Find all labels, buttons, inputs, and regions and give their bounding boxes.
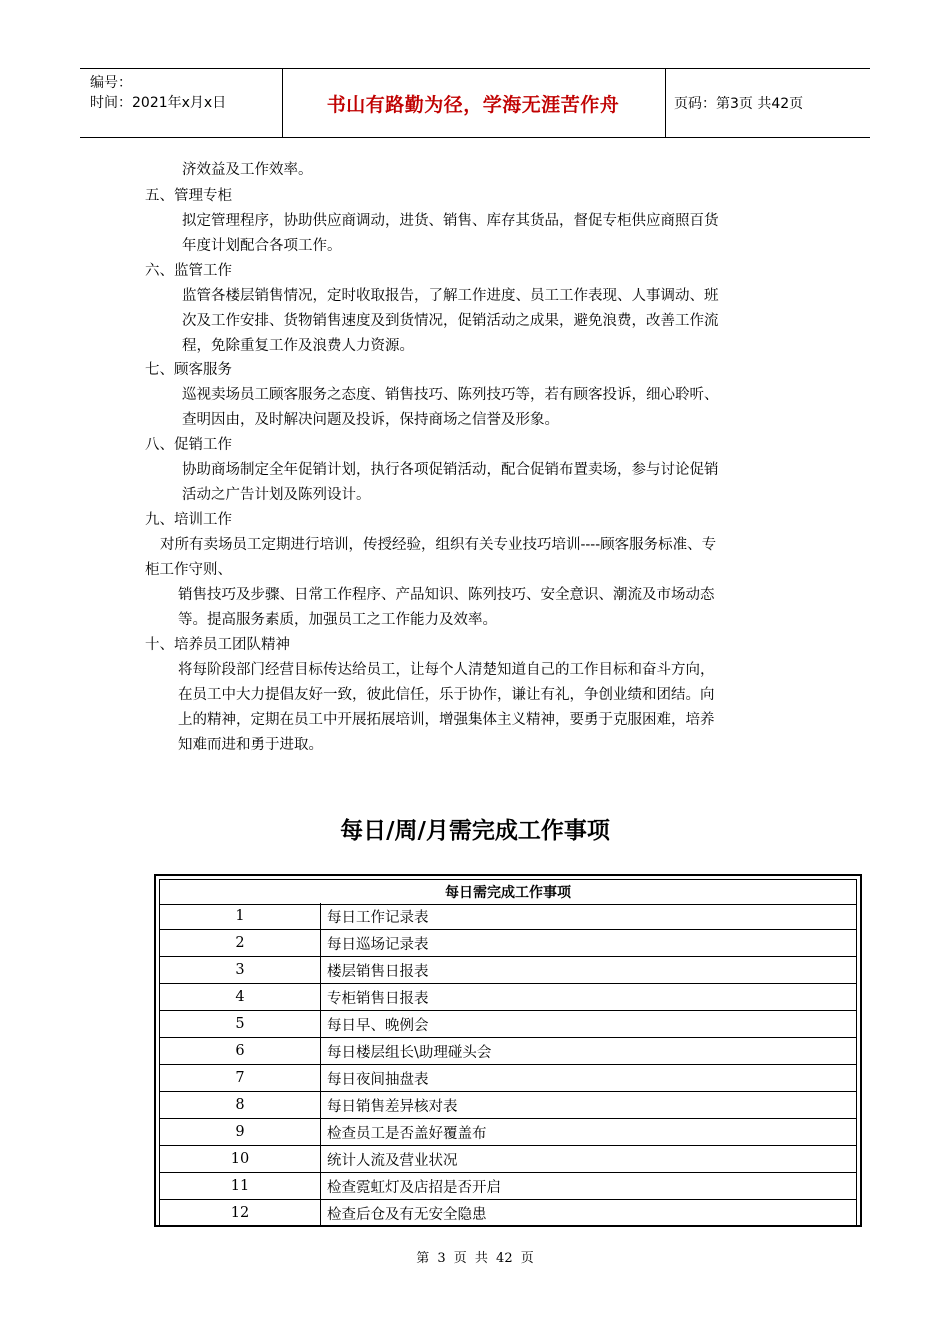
header-page-number: 页码：第3页 共42页: [674, 96, 804, 112]
body-line: 协助商场制定全年促销计划，执行各项促销活动，配合促销布置卖场，参与讨论促销: [182, 462, 719, 478]
table-row: [159, 1092, 857, 1119]
row-item: 专柜销售日报表: [327, 990, 429, 1007]
table-row: [159, 1011, 857, 1038]
section-heading: 八、促销工作: [145, 437, 232, 453]
row-item: 每日早、晚例会: [327, 1017, 429, 1034]
body-line: 在员工中大力提倡友好一致，彼此信任，乐于协作，谦让有礼，争创业绩和团结。向: [178, 687, 715, 703]
row-item: 检查后仓及有无安全隐患: [327, 1206, 487, 1223]
header-motto: 书山有路勤为径，学海无涯苦作舟: [326, 93, 620, 116]
page-footer: 第 3 页 共 42 页: [416, 1251, 534, 1266]
header-meta: [90, 73, 226, 113]
section-heading: 七、顾客服务: [145, 362, 232, 378]
body-line: 柜工作守则、: [145, 562, 232, 578]
row-number: 6: [160, 1038, 321, 1064]
table-row: [159, 1173, 857, 1200]
row-number: 4: [160, 984, 321, 1010]
table-row: [159, 1038, 857, 1065]
section-title: 每日/周/月需完成工作事项: [340, 818, 610, 844]
row-item: 每日巡场记录表: [327, 936, 429, 953]
row-item: 每日工作记录表: [327, 909, 429, 926]
body-line: 查明因由，及时解决问题及投诉，保持商场之信誉及形象。: [182, 412, 559, 428]
table-row: [159, 930, 857, 957]
row-number: 8: [160, 1092, 321, 1118]
body-line: 年度计划配合各项工作。: [182, 238, 342, 254]
body-line: 等。提高服务素质，加强员工之工作能力及效率。: [178, 612, 497, 628]
table-row: [159, 903, 857, 930]
row-item: 每日楼层组长\助理碰头会: [327, 1044, 492, 1061]
row-number: 1: [160, 903, 321, 929]
table-row: [159, 1119, 857, 1146]
row-number: 2: [160, 930, 321, 956]
row-number: 12: [160, 1200, 321, 1226]
row-item: 楼层销售日报表: [327, 963, 429, 980]
table-row: [159, 984, 857, 1011]
body-line: 程，免除重复工作及浪费人力资源。: [182, 338, 414, 354]
row-number: 5: [160, 1011, 321, 1037]
table-row: [159, 957, 857, 984]
section-heading: 九、培训工作: [145, 512, 232, 528]
row-number: 3: [160, 957, 321, 983]
row-item: 每日销售差异核对表: [327, 1098, 458, 1115]
body-line: 巡视卖场员工顾客服务之态度、销售技巧、陈列技巧等，若有顾客投诉，细心聆听、: [182, 387, 719, 403]
date-label: 时间：2021年x月x日: [90, 95, 227, 111]
body-line: 次及工作安排、货物销售速度及到货情况，促销活动之成果，避免浪费，改善工作流: [182, 313, 719, 329]
body-line: 销售技巧及步骤、日常工作程序、产品知识、陈列技巧、安全意识、潮流及市场动态: [178, 587, 715, 603]
body-line: 监管各楼层销售情况，定时收取报告，了解工作进度、员工工作表现、人事调动、班: [182, 288, 719, 304]
row-item: 统计人流及营业状况: [327, 1152, 458, 1169]
row-number: 11: [160, 1173, 321, 1199]
row-item: 每日夜间抽盘表: [327, 1071, 429, 1088]
body-line: 对所有卖场员工定期进行培训，传授经验，组织有关专业技巧培训----顾客服务标准、专: [160, 537, 717, 553]
body-line: 将每阶段部门经营目标传达给员工，让每个人清楚知道自己的工作目标和奋斗方向，: [178, 662, 715, 678]
page-header: [80, 68, 870, 138]
row-number: 9: [160, 1119, 321, 1145]
table-row: [159, 1065, 857, 1092]
section-heading: 六、监管工作: [145, 263, 232, 279]
row-number: 7: [160, 1065, 321, 1091]
row-number: 10: [160, 1146, 321, 1172]
row-item: 检查员工是否盖好覆盖布: [327, 1125, 487, 1142]
section-heading: 十、培养员工团队精神: [145, 637, 290, 653]
row-item: 检查霓虹灯及店招是否开启: [327, 1179, 501, 1196]
table-body: [159, 903, 857, 1227]
body-line: 知难而进和勇于进取。: [178, 737, 323, 753]
body-line: 济效益及工作效率。: [182, 162, 313, 178]
table-row: [159, 1200, 857, 1227]
section-heading: 五、管理专柜: [145, 188, 232, 204]
table-row: [159, 1146, 857, 1173]
body-line: 拟定管理程序，协助供应商调动，进货、销售、库存其货品，督促专柜供应商照百货: [182, 213, 719, 229]
daily-tasks-table: [154, 874, 862, 1227]
serial-label: 编号：: [90, 75, 132, 91]
body-line: 上的精神，定期在员工中开展拓展培训，增强集体主义精神，要勇于克服困难，培养: [178, 712, 715, 728]
table-header: 每日需完成工作事项: [159, 879, 857, 905]
body-line: 活动之广告计划及陈列设计。: [182, 487, 371, 503]
